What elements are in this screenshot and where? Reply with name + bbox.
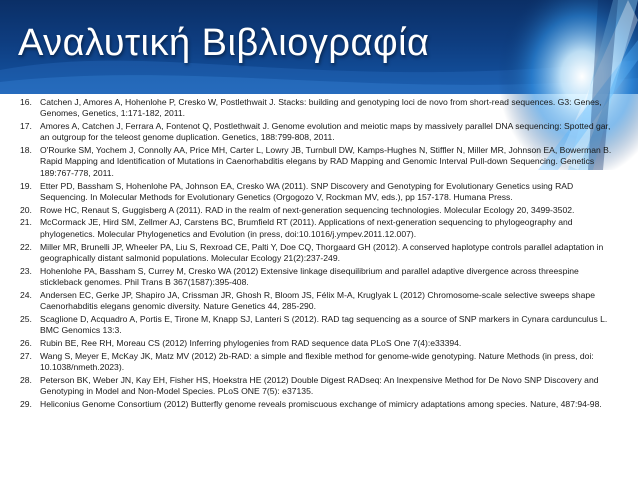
- reference-text: Scaglione D, Acquadro A, Portis E, Tirone M, Knapp SJ, Lanteri S (2012). RAD tag sequencing as a source of SNP markers in Cynara cardunculus L. BMC Genomics 13:3.: [40, 313, 608, 336]
- reference-item: [20, 314, 620, 337]
- reference-text: Amores A, Catchen J, Ferrara A, Fontenot Q, Postlethwait J. Genome evolution and meiotic maps by massively parallel DNA sequencing: Spotted gar, an outgroup for the teleost genome duplication. Genetics, 188:799-808, 2011.: [40, 121, 611, 143]
- reference-text: Rubin BE, Ree RH, Moreau CS (2012) Inferring phylogenies from RAD sequence data PLoS One 7(4):e33394.: [40, 337, 462, 348]
- reference-text: Etter PD, Bassham S, Hohenlohe PA, Johnson EA, Cresko WA (2011). SNP Discovery and Genotyping for Evolutionary Genetics using RAD Sequencing. In Molecular Methods for Evolutionary Genetics (Orgogozo V, Rockman MV, eds.), pp 157-178. Humana Press.: [40, 180, 574, 202]
- reference-item: [20, 338, 620, 349]
- reference-number: 23.: [20, 265, 32, 276]
- reference-number: 16.: [20, 97, 32, 107]
- reference-text: Rowe HC, Renaut S, Guggisberg A (2011). RAD in the realm of next-generation sequencing technologies. Molecular Ecology 20, 3499-3502.: [40, 204, 575, 215]
- reference-item: [20, 97, 620, 120]
- reference-number: 28.: [20, 374, 32, 385]
- reference-number: 26.: [20, 337, 32, 348]
- reference-text: Peterson BK, Weber JN, Kay EH, Fisher HS, Hoekstra HE (2012) Double Digest RADseq: An Inexpensive Method for De Novo SNP Discovery and Genotyping in Model and Non-Model Species. PLoS ONE 7(5): e37135.: [40, 374, 599, 397]
- reference-item: [20, 121, 620, 144]
- reference-text: Hohenlohe PA, Bassham S, Currey M, Cresko WA (2012) Extensive linkage disequilibrium and parallel adaptive divergence across threespine stickleback genomes. Phil Trans B 367(1587):395-408.: [40, 265, 579, 287]
- reference-item: [20, 242, 620, 265]
- reference-number: 21.: [20, 217, 32, 228]
- reference-number: 18.: [20, 145, 32, 156]
- reference-item: [20, 375, 620, 398]
- reference-item: [20, 399, 620, 410]
- reference-text: McCormack JE, Hird SM, Zellmer AJ, Carstens BC, Brumfield RT (2011). Applications of next-generation sequencing to phylogeography and phylogenetics. Molecular Phylogenetics and Evolution (in press, doi:10.1016/j.ympev.2011.12.007).: [40, 217, 573, 239]
- reference-number: 29.: [20, 398, 32, 409]
- reference-item: [20, 181, 620, 204]
- reference-text: Wang S, Meyer E, McKay JK, Matz MV (2012) 2b-RAD: a simple and flexible method for genome-wide genotyping. Nature Methods (in press, doi: 10.1038/nmeth.2023).: [40, 350, 594, 373]
- reference-item: [20, 266, 620, 289]
- slide-title: Αναλυτική Βιβλιογραφία: [18, 22, 430, 64]
- reference-item: [20, 351, 620, 374]
- reference-number: 25.: [20, 313, 32, 324]
- reference-number: 27.: [20, 350, 32, 361]
- reference-text: Miller MR, Brunelli JP, Wheeler PA, Liu S, Rexroad CE, Palti Y, Doe CQ, Thorgaard GH (2012). A conserved haplotype controls parallel adaptation in geographically distant salmonid populations. Molecular Ecology 21(2):237-249.: [40, 241, 604, 263]
- reference-item: [20, 205, 620, 216]
- reference-text: Andersen EC, Gerke JP, Shapiro JA, Crissman JR, Ghosh R, Bloom JS, Félix M-A, Kruglyak L (2012) Chromosome-scale selective sweeps shape Caenorhabditis elegans genomic diversity. Nature Genetics 44, 285-290.: [40, 289, 595, 312]
- reference-number: 24.: [20, 289, 32, 300]
- reference-text: O'Rourke SM, Yochem J, Connolly AA, Price MH, Carter L, Lowry JB, Turnbull DW, Kamps-Hughes N, Stiffler N, Miller MR, Johnson EA, Bowerman B. Rapid Mapping and Identification of Mutations in Caenorhabditis elegans by RAD Mapping and Genomic Interval Pull-down Sequencing. Genetics 189:767-778, 2011.: [40, 145, 612, 178]
- reference-number: 19.: [20, 180, 32, 191]
- reference-list: [20, 97, 620, 412]
- reference-number: 22.: [20, 241, 32, 252]
- reference-number: 20.: [20, 204, 32, 215]
- reference-text: Heliconius Genome Consortium (2012) Butterfly genome reveals promiscuous exchange of mimicry adaptations among species. Nature, 487:94-98.: [40, 398, 602, 409]
- reference-item: [20, 217, 620, 240]
- reference-item: [20, 145, 620, 179]
- reference-item: [20, 290, 620, 313]
- reference-number: 17.: [20, 121, 32, 132]
- reference-text: Catchen J, Amores A, Hohenlohe P, Cresko W, Postlethwait J. Stacks: building and genotyping loci de novo from short-read sequences. G3: Genes, Genomes, Genetics, 1:171-182, 2011.: [40, 97, 602, 119]
